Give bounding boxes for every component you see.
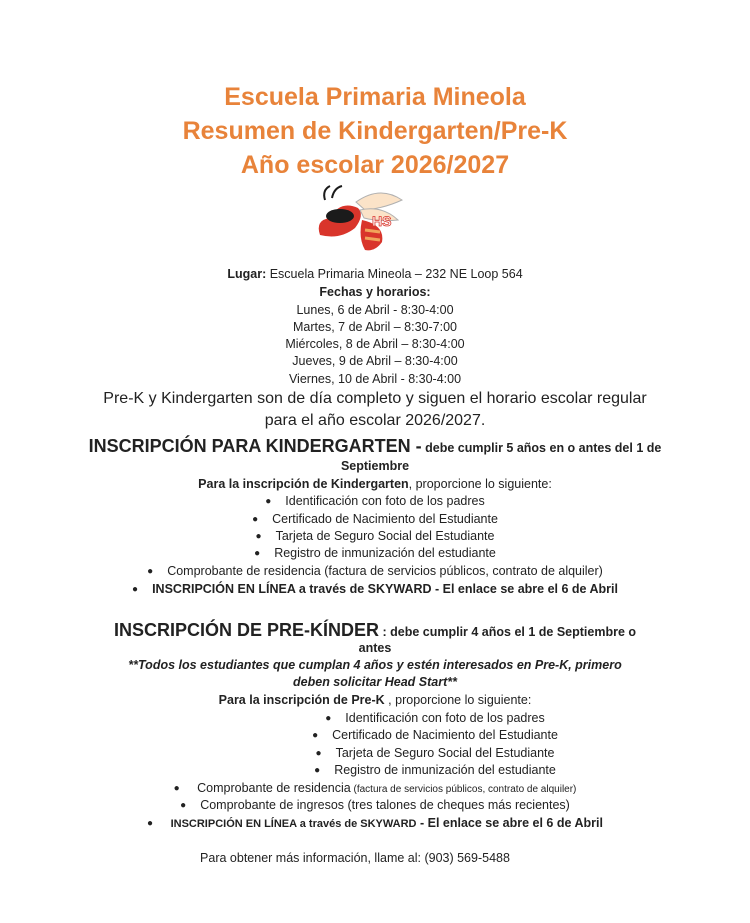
prek-heading: INSCRIPCIÓN DE PRE-KÍNDER : debe cumplir 4 años el 1 de Septiembre o	[113, 620, 637, 640]
prek-notice-2: deben solicitar Head Start**	[293, 675, 457, 689]
prek-requirement-cont: antes	[358, 641, 392, 655]
hornet-mascot-icon	[310, 180, 410, 260]
schedule-item: Viernes, 10 de Abril - 8:30-4:00	[288, 372, 462, 386]
prek-item: ● Registro de inmunización del estudiante	[60, 761, 750, 780]
note-line-2: para el año escolar 2026/2027.	[264, 412, 486, 429]
location-value: Escuela Primaria Mineola – 232 NE Loop 564	[269, 267, 523, 281]
kinder-heading: INSCRIPCIÓN PARA KINDERGARTEN - debe cumplir 5 años en o antes del 1 de	[88, 436, 662, 456]
location-line	[0, 265, 750, 283]
kinder-requirement-cont: Septiembre	[340, 459, 410, 473]
kinder-item: ● Tarjeta de Seguro Social del Estudiante	[0, 527, 750, 546]
location-label: Lugar:	[227, 267, 267, 281]
prek-residence: ● Comprobante de residencia (factura de servicios públicos, contrato de alquiler)	[0, 779, 750, 799]
prek-item: ● Identificación con foto de los padres	[60, 709, 750, 728]
prek-income: ● Comprobante de ingresos (tres talones de cheques más recientes)	[0, 796, 750, 815]
schedule-item: Jueves, 9 de Abril – 8:30-4:00	[292, 354, 458, 368]
schedule-item: Martes, 7 de Abril – 8:30-7:00	[293, 320, 457, 334]
schedule-item: Miércoles, 8 de Abril – 8:30-4:00	[285, 337, 465, 351]
mascot-letters: HS	[372, 213, 392, 229]
kinder-item: ● Comprobante de residencia (factura de servicios públicos, contrato de alquiler)	[0, 562, 750, 581]
school-name: Escuela Primaria Mineola	[224, 83, 526, 111]
prek-online: ● INSCRIPCIÓN EN LÍNEA a través de SKYWARD - El enlace se abre el 6 de Abril	[0, 814, 750, 833]
prek-intro: Para la inscripción de Pre-K , proporcione lo siguiente:	[218, 693, 532, 707]
kinder-intro: Para la inscripción de Kindergarten, proporcione lo siguiente:	[198, 477, 552, 491]
schedule-label: Fechas y horarios:	[319, 285, 431, 299]
school-year: Año escolar 2026/2027	[240, 151, 510, 179]
prek-notice-1: **Todos los estudiantes que cumplan 4 años y estén interesados en Pre-K, primero	[128, 658, 622, 672]
schedule-item: Lunes, 6 de Abril - 8:30-4:00	[296, 303, 454, 317]
kinder-item: ● Identificación con foto de los padres	[0, 492, 750, 511]
kinder-item: ● Certificado de Nacimiento del Estudiante	[0, 510, 750, 529]
kinder-item: ● Registro de inmunización del estudiante	[0, 544, 750, 563]
footer-contact: Para obtener más información, llame al: (903) 569-5488	[200, 851, 510, 865]
prek-item: ● Tarjeta de Seguro Social del Estudiante	[60, 744, 750, 763]
kinder-online: ● INSCRIPCIÓN EN LÍNEA a través de SKYWARD - El enlace se abre el 6 de Abril	[0, 580, 750, 599]
document-title	[0, 80, 750, 182]
note-line-1: Pre-K y Kindergarten son de día completo y siguen el horario escolar regular	[103, 390, 647, 407]
summary-title: Resumen de Kindergarten/Pre-K	[182, 117, 568, 145]
prek-item: ● Certificado de Nacimiento del Estudiante	[60, 726, 750, 745]
